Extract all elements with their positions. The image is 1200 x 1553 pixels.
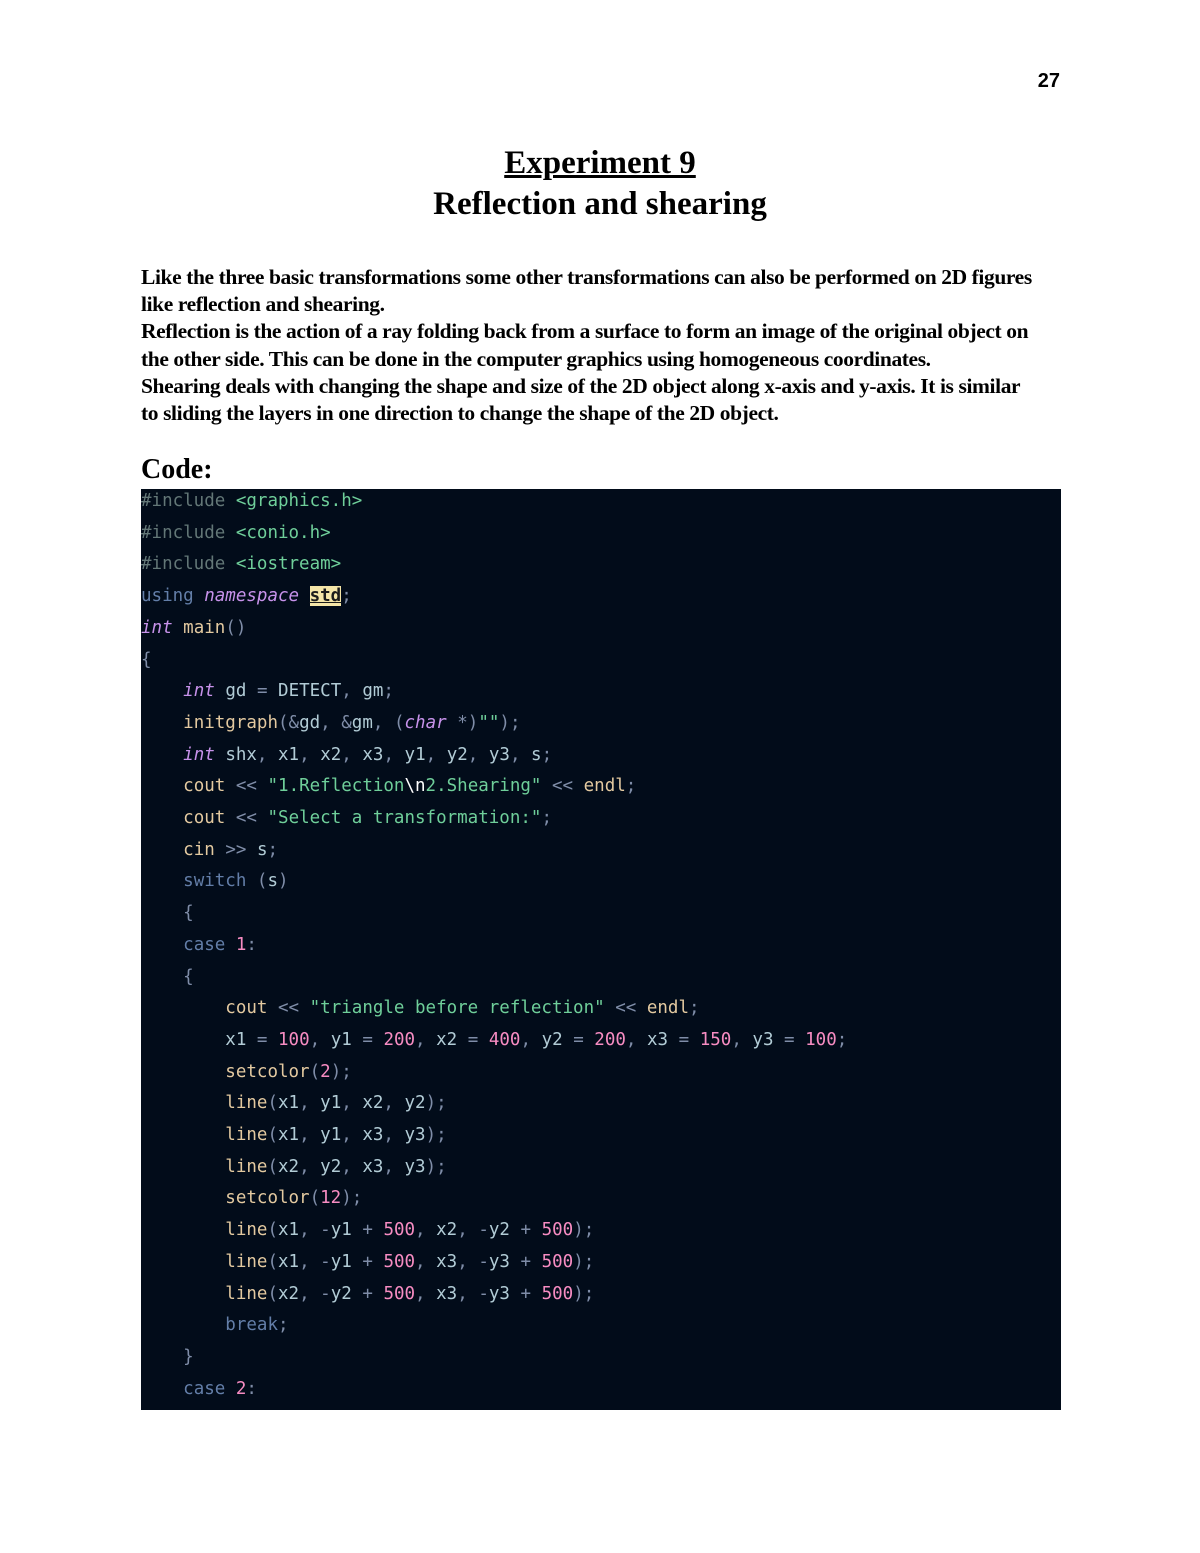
- code-line: int gd = DETECT, gm;: [183, 681, 394, 702]
- code-line: x1 = 100, y1 = 200, x2 = 400, y2 = 200, x3 = 150, y3 = 100;: [225, 1029, 848, 1050]
- code-line: switch (s): [183, 871, 289, 892]
- code-line: int main(): [141, 617, 247, 638]
- code-line: setcolor(12);: [225, 1188, 363, 1209]
- code-line: line(x2, y2, x3, y3);: [225, 1156, 447, 1177]
- paragraph-intro: Like the three basic transformations some other transformations can also be performed on 2D figures like reflection and shearing.: [141, 265, 1032, 317]
- code-line: #include <conio.h>: [141, 522, 331, 543]
- code-line: cout << "Select a transformation:";: [183, 808, 552, 828]
- code-line: line(x1, y1, x2, y2);: [225, 1093, 447, 1114]
- code-line: }: [183, 1346, 194, 1367]
- code-line: {: [183, 966, 194, 987]
- code-line: #include <iostream>: [141, 554, 342, 575]
- code-line: line(x1, -y1 + 500, x2, -y2 + 500);: [225, 1220, 595, 1241]
- code-line: line(x2, -y2 + 500, x3, -y3 + 500);: [225, 1283, 595, 1304]
- code-line: line(x1, y1, x3, y3);: [225, 1125, 447, 1145]
- page-number: 27: [1037, 70, 1060, 92]
- code-line: using namespace std;: [141, 586, 352, 607]
- code-line: case 2:: [183, 1378, 257, 1399]
- code-line: cout << "triangle before reflection" << endl;: [225, 998, 700, 1019]
- code-line: {: [141, 649, 152, 670]
- experiment-title: Experiment 9: [504, 145, 696, 181]
- experiment-subtitle: Reflection and shearing: [433, 186, 767, 222]
- code-line: cout << "1.Reflection\n2.Shearing" << endl;: [183, 776, 637, 797]
- code-line: setcolor(2);: [225, 1061, 352, 1082]
- code-line: {: [183, 903, 194, 924]
- code-line: #include <graphics.h>: [141, 491, 363, 511]
- title-block: [0, 143, 1200, 225]
- intro-text: [141, 264, 1041, 427]
- code-line: case 1:: [183, 934, 257, 955]
- paragraph-shearing: Shearing deals with changing the shape and size of the 2D object along x-axis and y-axis. It is similar to sliding the layers in one direction to change the shape of the 2D object.: [141, 373, 1020, 426]
- code-line: line(x1, -y1 + 500, x3, -y3 + 500);: [225, 1251, 595, 1272]
- code-heading: Code:: [141, 454, 213, 485]
- code-line: initgraph(&gd, &gm, (char *)"");: [183, 712, 521, 733]
- code-line: break;: [225, 1315, 289, 1336]
- code-line: cin >> s;: [183, 839, 279, 860]
- paragraph-reflection: Reflection is the action of a ray folding back from a surface to form an image of the original object on the other side. This can be done in the computer graphics using homogeneous coordinates.: [141, 319, 1029, 371]
- code-line: int shx, x1, x2, x3, y1, y2, y3, s;: [183, 744, 553, 765]
- code-block: [141, 489, 1061, 1410]
